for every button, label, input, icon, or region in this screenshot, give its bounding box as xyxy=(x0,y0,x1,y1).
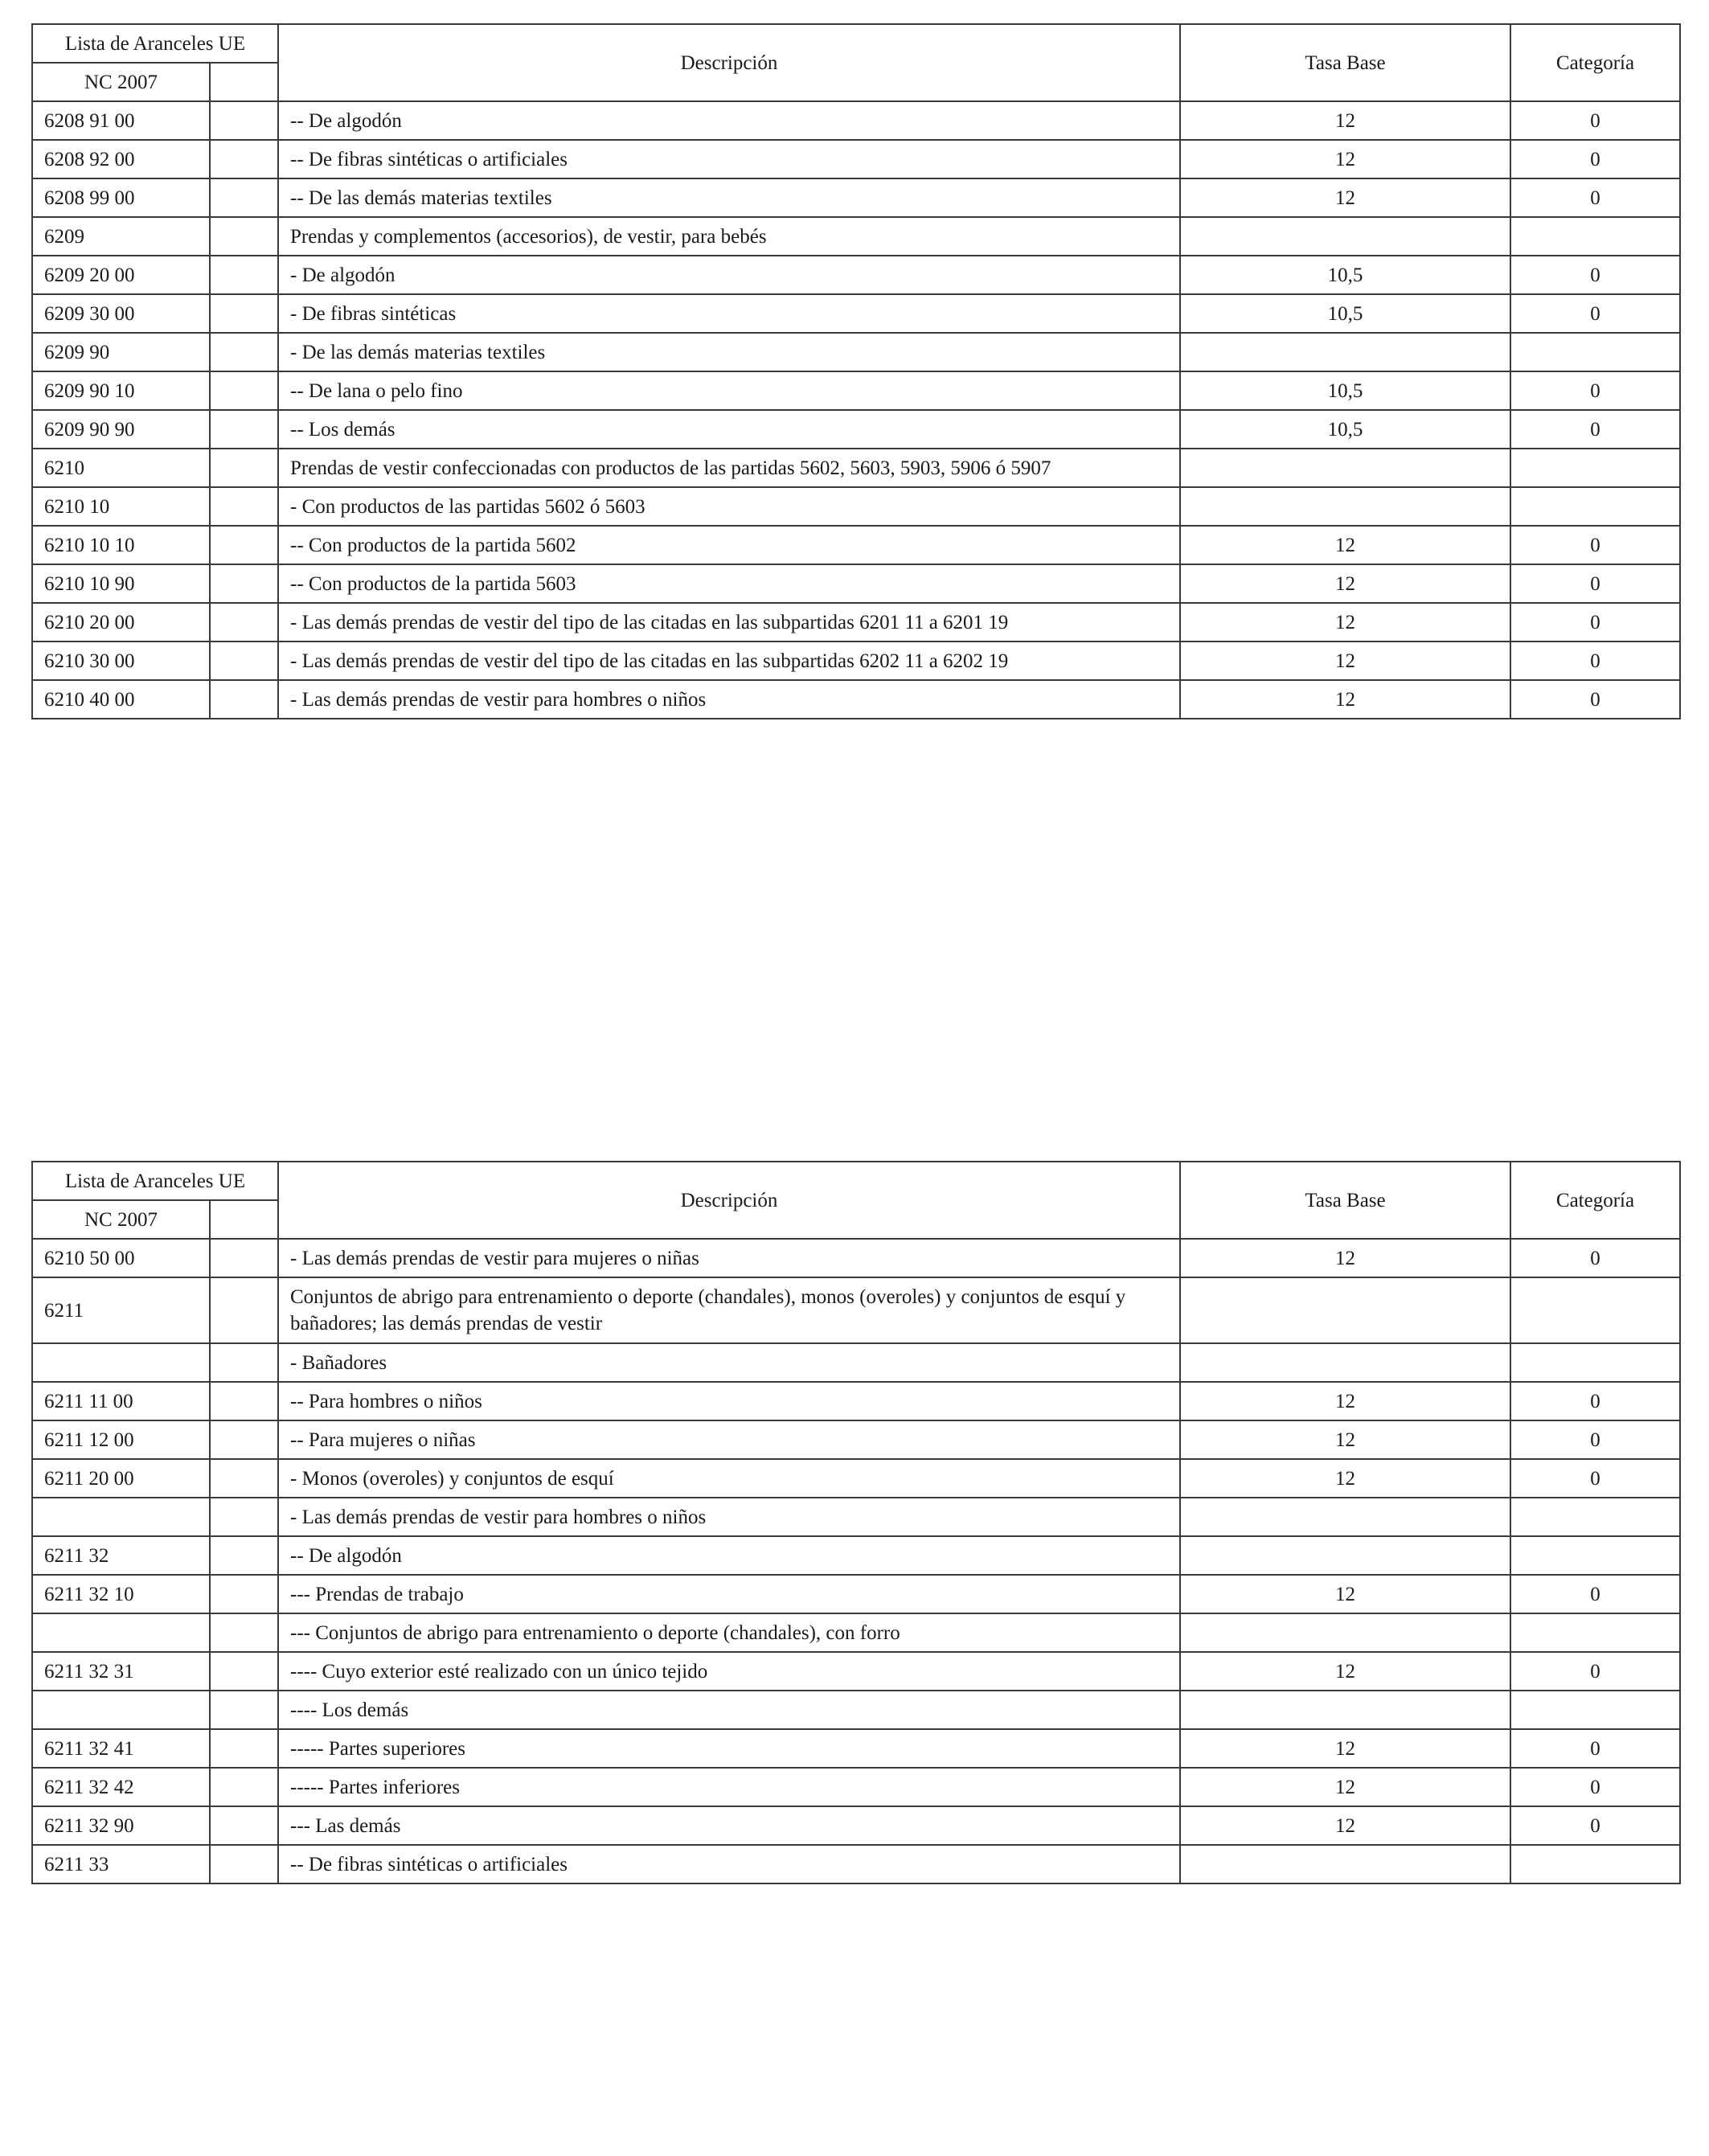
code-cell: 6211 32 31 xyxy=(32,1652,210,1691)
table-row xyxy=(32,1536,1680,1575)
table-row xyxy=(32,1343,1680,1382)
table-row xyxy=(32,217,1680,256)
tariff-table-2 xyxy=(31,1161,1681,1884)
description-cell: -- De fibras sintéticas o artificiales xyxy=(278,1845,1180,1883)
table-row xyxy=(32,564,1680,603)
category-cell: 0 xyxy=(1510,1768,1680,1806)
blank-cell xyxy=(210,1420,278,1459)
category-cell xyxy=(1510,449,1680,487)
blank-cell xyxy=(210,1691,278,1729)
rate-cell: 12 xyxy=(1180,1768,1510,1806)
blank-cell xyxy=(210,178,278,217)
blank-cell xyxy=(210,1382,278,1420)
description-cell: - Las demás prendas de vestir del tipo de las citadas en las subpartidas 6202 11 a 6202 19 xyxy=(278,641,1180,680)
description-cell: ---- Los demás xyxy=(278,1691,1180,1729)
rate-cell xyxy=(1180,1343,1510,1382)
blank-cell xyxy=(210,1613,278,1652)
description-cell: - De algodón xyxy=(278,256,1180,294)
category-cell: 0 xyxy=(1510,178,1680,217)
description-cell: -- De fibras sintéticas o artificiales xyxy=(278,140,1180,178)
category-cell: 0 xyxy=(1510,603,1680,641)
description-cell: --- Prendas de trabajo xyxy=(278,1575,1180,1613)
description-cell: -- De algodón xyxy=(278,101,1180,140)
category-cell xyxy=(1510,1845,1680,1883)
tariff-table-1 xyxy=(31,23,1681,719)
category-cell: 0 xyxy=(1510,641,1680,680)
blank-cell xyxy=(210,256,278,294)
table-row xyxy=(32,1575,1680,1613)
code-cell: 6210 10 10 xyxy=(32,526,210,564)
table-row xyxy=(32,1277,1680,1343)
table-row xyxy=(32,1845,1680,1883)
code-cell: 6209 30 00 xyxy=(32,294,210,333)
blank-cell xyxy=(210,1575,278,1613)
header-list: Lista de Aranceles UE xyxy=(32,24,278,63)
rate-cell xyxy=(1180,449,1510,487)
description-cell: - Bañadores xyxy=(278,1343,1180,1382)
rate-cell: 12 xyxy=(1180,1239,1510,1277)
rate-cell: 10,5 xyxy=(1180,294,1510,333)
table-row xyxy=(32,1729,1680,1768)
table-row xyxy=(32,1806,1680,1845)
rate-cell: 10,5 xyxy=(1180,371,1510,410)
category-cell: 0 xyxy=(1510,680,1680,719)
header-nc: NC 2007 xyxy=(32,1200,210,1239)
table-row xyxy=(32,1459,1680,1498)
blank-cell xyxy=(210,1343,278,1382)
description-cell: - Las demás prendas de vestir del tipo de las citadas en las subpartidas 6201 11 a 6201 19 xyxy=(278,603,1180,641)
code-cell: 6209 90 90 xyxy=(32,410,210,449)
blank-cell xyxy=(210,371,278,410)
code-cell: 6211 33 xyxy=(32,1845,210,1883)
category-cell xyxy=(1510,1536,1680,1575)
rate-cell: 12 xyxy=(1180,526,1510,564)
table-row xyxy=(32,1498,1680,1536)
category-cell xyxy=(1510,1343,1680,1382)
rate-cell: 12 xyxy=(1180,1575,1510,1613)
table-row xyxy=(32,526,1680,564)
description-cell: Conjuntos de abrigo para entrenamiento o deporte (chandales), monos (overoles) y conjuntos de esquí y bañadores; las demás prendas de vestir xyxy=(278,1277,1180,1343)
code-cell: 6209 90 xyxy=(32,333,210,371)
rate-cell xyxy=(1180,217,1510,256)
blank-cell xyxy=(210,526,278,564)
rate-cell xyxy=(1180,1277,1510,1343)
blank-cell xyxy=(210,410,278,449)
header-row xyxy=(32,1162,1680,1200)
category-cell: 0 xyxy=(1510,140,1680,178)
category-cell: 0 xyxy=(1510,1575,1680,1613)
blank-cell xyxy=(210,140,278,178)
rate-cell xyxy=(1180,1613,1510,1652)
rate-cell: 12 xyxy=(1180,680,1510,719)
category-cell: 0 xyxy=(1510,371,1680,410)
category-cell xyxy=(1510,1613,1680,1652)
code-cell: 6209 90 10 xyxy=(32,371,210,410)
header-blank-cell xyxy=(210,63,278,101)
description-cell: -- Los demás xyxy=(278,410,1180,449)
table-row xyxy=(32,603,1680,641)
rate-cell: 12 xyxy=(1180,1806,1510,1845)
table-row xyxy=(32,1382,1680,1420)
blank-cell xyxy=(210,680,278,719)
rate-cell: 12 xyxy=(1180,1459,1510,1498)
blank-cell xyxy=(210,1652,278,1691)
category-cell: 0 xyxy=(1510,1729,1680,1768)
category-cell: 0 xyxy=(1510,1382,1680,1420)
code-cell: 6210 10 xyxy=(32,487,210,526)
header-description: Descripción xyxy=(278,1162,1180,1239)
blank-cell xyxy=(210,1277,278,1343)
description-cell: -- Para hombres o niños xyxy=(278,1382,1180,1420)
code-cell: 6211 20 00 xyxy=(32,1459,210,1498)
description-cell: - De las demás materias textiles xyxy=(278,333,1180,371)
code-cell: 6211 32 xyxy=(32,1536,210,1575)
blank-cell xyxy=(210,1806,278,1845)
rate-cell: 12 xyxy=(1180,1729,1510,1768)
description-cell: - De fibras sintéticas xyxy=(278,294,1180,333)
rate-cell xyxy=(1180,1498,1510,1536)
code-cell: 6211 11 00 xyxy=(32,1382,210,1420)
table-row xyxy=(32,1768,1680,1806)
rate-cell xyxy=(1180,1536,1510,1575)
description-cell: Prendas y complementos (accesorios), de vestir, para bebés xyxy=(278,217,1180,256)
table-row xyxy=(32,1691,1680,1729)
description-cell: Prendas de vestir confeccionadas con productos de las partidas 5602, 5603, 5903, 5906 ó 5907 xyxy=(278,449,1180,487)
table-row xyxy=(32,371,1680,410)
category-cell xyxy=(1510,333,1680,371)
category-cell xyxy=(1510,217,1680,256)
description-cell: ---- Cuyo exterior esté realizado con un único tejido xyxy=(278,1652,1180,1691)
blank-cell xyxy=(210,564,278,603)
rate-cell: 12 xyxy=(1180,1652,1510,1691)
category-cell: 0 xyxy=(1510,1239,1680,1277)
table-row xyxy=(32,294,1680,333)
category-cell: 0 xyxy=(1510,410,1680,449)
table-row xyxy=(32,178,1680,217)
table-row xyxy=(32,1652,1680,1691)
description-cell: --- Conjuntos de abrigo para entrenamiento o deporte (chandales), con forro xyxy=(278,1613,1180,1652)
code-cell xyxy=(32,1613,210,1652)
code-cell: 6208 91 00 xyxy=(32,101,210,140)
code-cell: 6211 32 90 xyxy=(32,1806,210,1845)
table-row xyxy=(32,101,1680,140)
rate-cell xyxy=(1180,1845,1510,1883)
blank-cell xyxy=(210,333,278,371)
blank-cell xyxy=(210,294,278,333)
description-cell: -- Para mujeres o niñas xyxy=(278,1420,1180,1459)
rate-cell: 12 xyxy=(1180,603,1510,641)
rate-cell: 12 xyxy=(1180,1420,1510,1459)
table-row xyxy=(32,333,1680,371)
rate-cell: 12 xyxy=(1180,1382,1510,1420)
rate-cell: 12 xyxy=(1180,140,1510,178)
rate-cell: 12 xyxy=(1180,641,1510,680)
blank-cell xyxy=(210,603,278,641)
category-cell: 0 xyxy=(1510,1420,1680,1459)
blank-cell xyxy=(210,1239,278,1277)
header-list: Lista de Aranceles UE xyxy=(32,1162,278,1200)
blank-cell xyxy=(210,487,278,526)
description-cell: --- Las demás xyxy=(278,1806,1180,1845)
rate-cell xyxy=(1180,1691,1510,1729)
category-cell xyxy=(1510,1277,1680,1343)
header-blank-cell xyxy=(210,1200,278,1239)
code-cell: 6209 xyxy=(32,217,210,256)
table-row xyxy=(32,449,1680,487)
header-row xyxy=(32,24,1680,63)
table-row xyxy=(32,256,1680,294)
rate-cell: 12 xyxy=(1180,178,1510,217)
header-category: Categoría xyxy=(1510,24,1680,101)
description-cell: -- De lana o pelo fino xyxy=(278,371,1180,410)
code-cell xyxy=(32,1343,210,1382)
header-nc: NC 2007 xyxy=(32,63,210,101)
category-cell: 0 xyxy=(1510,526,1680,564)
rate-cell xyxy=(1180,487,1510,526)
table-row xyxy=(32,680,1680,719)
rate-cell: 12 xyxy=(1180,101,1510,140)
description-cell: ----- Partes inferiores xyxy=(278,1768,1180,1806)
description-cell: - Con productos de las partidas 5602 ó 5603 xyxy=(278,487,1180,526)
blank-cell xyxy=(210,101,278,140)
code-cell: 6209 20 00 xyxy=(32,256,210,294)
table-row xyxy=(32,641,1680,680)
table-row xyxy=(32,140,1680,178)
rate-cell: 12 xyxy=(1180,564,1510,603)
description-cell: -- De algodón xyxy=(278,1536,1180,1575)
description-cell: -- Con productos de la partida 5603 xyxy=(278,564,1180,603)
rate-cell xyxy=(1180,333,1510,371)
code-cell: 6208 92 00 xyxy=(32,140,210,178)
blank-cell xyxy=(210,1768,278,1806)
rate-cell: 10,5 xyxy=(1180,410,1510,449)
blank-cell xyxy=(210,217,278,256)
table-row xyxy=(32,1613,1680,1652)
code-cell: 6210 50 00 xyxy=(32,1239,210,1277)
description-cell: - Las demás prendas de vestir para hombres o niños xyxy=(278,680,1180,719)
code-cell: 6211 32 42 xyxy=(32,1768,210,1806)
category-cell: 0 xyxy=(1510,564,1680,603)
blank-cell xyxy=(210,449,278,487)
blank-cell xyxy=(210,641,278,680)
table-row xyxy=(32,410,1680,449)
code-cell xyxy=(32,1498,210,1536)
blank-cell xyxy=(210,1498,278,1536)
category-cell: 0 xyxy=(1510,256,1680,294)
blank-cell xyxy=(210,1845,278,1883)
code-cell: 6211 32 41 xyxy=(32,1729,210,1768)
description-cell: - Las demás prendas de vestir para hombres o niños xyxy=(278,1498,1180,1536)
category-cell xyxy=(1510,1691,1680,1729)
header-category: Categoría xyxy=(1510,1162,1680,1239)
category-cell xyxy=(1510,487,1680,526)
description-cell: -- Con productos de la partida 5602 xyxy=(278,526,1180,564)
code-cell: 6210 30 00 xyxy=(32,641,210,680)
blank-cell xyxy=(210,1536,278,1575)
code-cell: 6210 40 00 xyxy=(32,680,210,719)
category-cell xyxy=(1510,1498,1680,1536)
code-cell: 6211 12 00 xyxy=(32,1420,210,1459)
category-cell: 0 xyxy=(1510,1652,1680,1691)
code-cell: 6211 32 10 xyxy=(32,1575,210,1613)
category-cell: 0 xyxy=(1510,1459,1680,1498)
code-cell: 6210 xyxy=(32,449,210,487)
code-cell: 6210 20 00 xyxy=(32,603,210,641)
table-row xyxy=(32,487,1680,526)
code-cell xyxy=(32,1691,210,1729)
category-cell: 0 xyxy=(1510,294,1680,333)
header-base-rate: Tasa Base xyxy=(1180,24,1510,101)
table-row xyxy=(32,1239,1680,1277)
code-cell: 6208 99 00 xyxy=(32,178,210,217)
blank-cell xyxy=(210,1729,278,1768)
blank-cell xyxy=(210,1459,278,1498)
code-cell: 6211 xyxy=(32,1277,210,1343)
category-cell: 0 xyxy=(1510,1806,1680,1845)
description-cell: - Monos (overoles) y conjuntos de esquí xyxy=(278,1459,1180,1498)
description-cell: - Las demás prendas de vestir para mujeres o niñas xyxy=(278,1239,1180,1277)
rate-cell: 10,5 xyxy=(1180,256,1510,294)
category-cell: 0 xyxy=(1510,101,1680,140)
table-row xyxy=(32,1420,1680,1459)
header-base-rate: Tasa Base xyxy=(1180,1162,1510,1239)
description-cell: -- De las demás materias textiles xyxy=(278,178,1180,217)
header-description: Descripción xyxy=(278,24,1180,101)
description-cell: ----- Partes superiores xyxy=(278,1729,1180,1768)
code-cell: 6210 10 90 xyxy=(32,564,210,603)
